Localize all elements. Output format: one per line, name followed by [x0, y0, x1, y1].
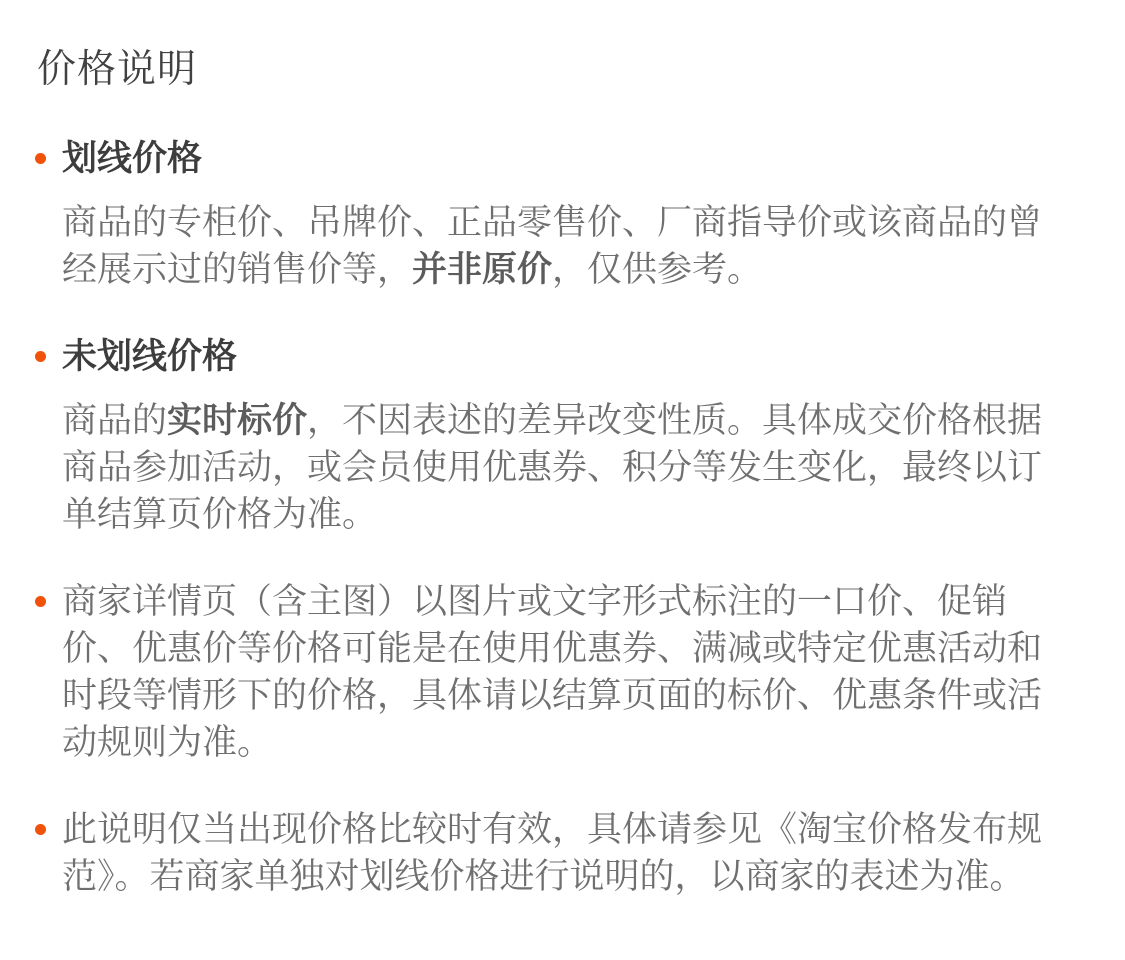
- emphasized-text: 并非原价: [412, 250, 553, 289]
- text-segment: 商品的专柜价、吊牌价、正品零售价、厂商指导价或该商品的曾: [62, 203, 1043, 242]
- section-validity-note: [0, 806, 1085, 900]
- paragraph-line: [62, 719, 1085, 766]
- text-segment: ，仅供参考。: [552, 250, 763, 289]
- paragraph-line: [62, 199, 1085, 246]
- text-segment: 价、优惠价等价格可能是在使用优惠券、满减或特定优惠活动和: [62, 629, 1043, 668]
- section-merchant-detail-page: [0, 578, 1085, 766]
- text-segment: 单结算页价格为准。: [62, 495, 378, 534]
- text-segment: 范》。若商家单独对划线价格进行说明的，以商家的表述为准。: [62, 857, 1025, 896]
- emphasized-text: 实时标价: [167, 401, 308, 440]
- bullet-dot: [35, 153, 46, 164]
- section-heading: 未划线价格: [62, 337, 238, 376]
- paragraph-line: [62, 491, 1085, 538]
- text-segment: 时段等情形下的价格，具体请以结算页面的标价、优惠条件或活: [62, 676, 1043, 715]
- text-segment: 此说明仅当出现价格比较时有效，具体请参见《淘宝价格发布规: [62, 810, 1043, 849]
- paragraph-line: [62, 672, 1085, 719]
- paragraph-line: [62, 246, 1085, 293]
- paragraph-line: [62, 444, 1085, 491]
- text-segment: 商家详情页（含主图）以图片或文字形式标注的一口价、促销: [62, 582, 1008, 621]
- text-segment: ，不因表述的差异改变性质。具体成交价格根据: [307, 401, 1043, 440]
- paragraph-line: [62, 853, 1085, 900]
- section-strikethrough-price: [0, 135, 1085, 293]
- bullet-dot: [35, 351, 46, 362]
- page-title: 价格说明: [37, 48, 198, 91]
- paragraph-line: [62, 806, 1085, 853]
- text-segment: 动规则为准。: [62, 723, 273, 762]
- section-heading: 划线价格: [62, 139, 203, 178]
- text-segment: 商品的: [62, 401, 168, 440]
- section-unstruck-price: [0, 333, 1085, 538]
- bullet-dot: [35, 596, 46, 607]
- bullet-dot: [35, 824, 46, 835]
- paragraph-line: [62, 578, 1085, 625]
- paragraph-line: [62, 625, 1085, 672]
- text-segment: 经展示过的销售价等，: [62, 250, 413, 289]
- text-segment: 商品参加活动，或会员使用优惠券、积分等发生变化，最终以订: [62, 448, 1043, 487]
- paragraph-line: [62, 397, 1085, 444]
